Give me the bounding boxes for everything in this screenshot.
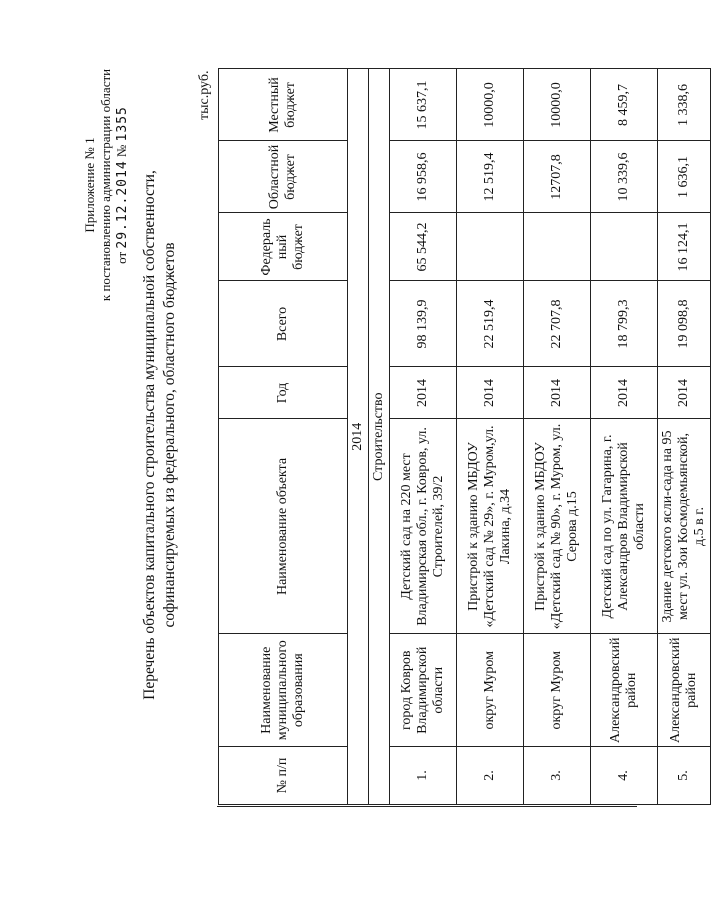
cell-regional: 16 958,6 [390, 141, 457, 213]
cell-num: 5. [658, 747, 711, 805]
subsection-row [369, 69, 390, 805]
cell-num: 1. [390, 747, 457, 805]
cell-municipality: Александровский район [658, 634, 711, 747]
year-section: 2014 [348, 69, 369, 805]
cell-num: 3. [524, 747, 591, 805]
cell-federal: 65 544,2 [390, 213, 457, 281]
document-title [140, 125, 180, 745]
cell-municipality: Александровский район [591, 634, 658, 747]
cell-local: 10000,0 [524, 69, 591, 141]
cell-object: Пристрой к зданию МБДОУ «Детский сад № 29», г. Муром,ул. Лакина, д.34 [457, 419, 524, 634]
header-num: № п/п [219, 747, 348, 805]
annex-date-prefix: от [114, 251, 129, 264]
cell-municipality: округ Муром [524, 634, 591, 747]
cell-total: 19 098,8 [658, 281, 711, 367]
cell-regional: 12707,8 [524, 141, 591, 213]
cell-year: 2014 [658, 367, 711, 419]
cell-year: 2014 [390, 367, 457, 419]
cell-local: 1 338,6 [658, 69, 711, 141]
cell-federal [457, 213, 524, 281]
cell-num: 4. [591, 747, 658, 805]
annex-date-line [114, 25, 131, 345]
cell-local: 15 637,1 [390, 69, 457, 141]
cell-local: 8 459,7 [591, 69, 658, 141]
header-year: Год [219, 367, 348, 419]
margin-rule [217, 805, 637, 807]
cell-federal [591, 213, 658, 281]
header-federal: Федераль ный бюджет [219, 213, 348, 281]
annex-block [82, 25, 131, 345]
annex-number-prefix: № [114, 144, 129, 158]
table-row [457, 69, 524, 805]
cell-object: Детский сад на 220 мест Владимирская обл., г. Ковров, ул. Строителей, 39/2 [390, 419, 457, 634]
cell-num: 2. [457, 747, 524, 805]
cell-regional: 10 339,6 [591, 141, 658, 213]
cell-local: 10000,0 [457, 69, 524, 141]
subsection: Строительство [369, 69, 390, 805]
cell-municipality: город Ковров Владимирской области [390, 634, 457, 747]
cell-federal [524, 213, 591, 281]
cell-object: Детский сад по ул. Гагарина, г. Александров Владимирской области [591, 419, 658, 634]
cell-total: 22 707,8 [524, 281, 591, 367]
cell-municipality: округ Муром [457, 634, 524, 747]
table-header-row [219, 69, 348, 805]
title-line-1: Перечень объектов капитального строительства муниципальной собственности, [141, 170, 158, 700]
table-row [524, 69, 591, 805]
year-section-row [348, 69, 369, 805]
annex-title: Приложение № 1 [82, 137, 97, 233]
cell-year: 2014 [457, 367, 524, 419]
table-row [390, 69, 457, 805]
header-total: Всего [219, 281, 348, 367]
cell-federal: 16 124,1 [658, 213, 711, 281]
cell-total: 98 139,9 [390, 281, 457, 367]
annex-date: 29.12.2014 [115, 160, 130, 249]
cell-year: 2014 [524, 367, 591, 419]
cell-regional: 12 519,4 [457, 141, 524, 213]
header-regional: Областной бюджет [219, 141, 348, 213]
annex-number: 1355 [115, 106, 130, 142]
cell-total: 22 519,4 [457, 281, 524, 367]
header-object: Наименование объекта [219, 419, 348, 634]
units-label: тыс.руб. [197, 70, 212, 120]
table-row [591, 69, 658, 805]
cell-object: Здание детского ясли-сада на 95 мест ул. Зои Космодемьянской, д.5 в г. [658, 419, 711, 634]
annex-subtitle: к постановлению администрации области [98, 68, 113, 302]
table-row [658, 69, 711, 805]
header-municipality: Наименование муниципального образования [219, 634, 348, 747]
objects-table [218, 68, 711, 805]
cell-year: 2014 [591, 367, 658, 419]
cell-object: Пристрой к зданию МБДОУ «Детский сад № 90», г. Муром, ул. Серова д.15 [524, 419, 591, 634]
header-local: Местный бюджет [219, 69, 348, 141]
cell-total: 18 799,3 [591, 281, 658, 367]
cell-regional: 1 636,1 [658, 141, 711, 213]
title-line-2: софинансируемых из федерального, областного бюджетов [161, 242, 178, 628]
